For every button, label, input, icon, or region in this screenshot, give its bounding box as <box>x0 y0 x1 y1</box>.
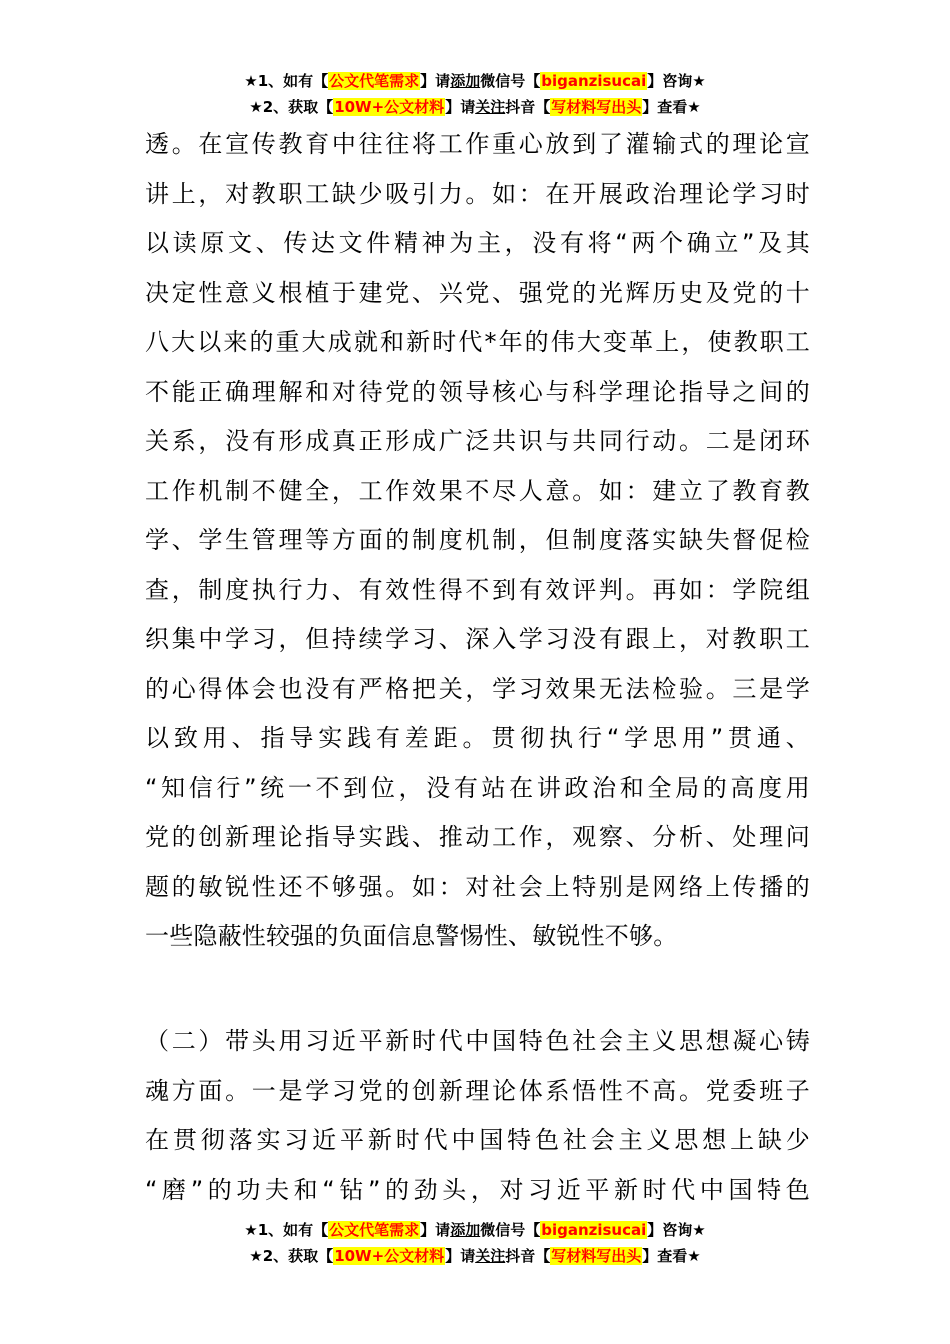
text-line: 不能正确理解和对待党的领导核心与科学理论指导之间的 <box>145 377 810 406</box>
text-line: 题的敏锐性还不够强。如：对社会上特别是网络上传播的 <box>145 872 810 901</box>
banner-highlight: biganzisucai <box>541 1221 647 1239</box>
banner-highlight: 写材料写出头 <box>551 98 642 116</box>
banner-line-1 <box>0 68 950 94</box>
banner-text: 】请 <box>420 1221 451 1239</box>
text-line: 八大以来的重大成就和新时代*年的伟大变革上，使教职工 <box>145 328 810 356</box>
banner-text: ★2、获取【 <box>249 1247 334 1265</box>
text-line: 以致用、指导实践有差距。贯彻执行“学思用”贯通、 <box>145 724 810 752</box>
text-line: 在贯彻落实习近平新时代中国特色社会主义思想上缺少 <box>145 1126 810 1154</box>
text-line: 讲上，对教职工缺少吸引力。如：在开展政治理论学习时 <box>145 179 810 208</box>
banner-highlight: 写材料写出头 <box>551 1247 642 1265</box>
banner-text: 】咨询★ <box>647 72 706 90</box>
banner-text: 】查看★ <box>642 98 701 116</box>
banner-line-1 <box>0 1217 950 1243</box>
text-line: 织集中学习，但持续学习、深入学习没有跟上，对教职工 <box>145 625 810 653</box>
banner-line-2 <box>0 1243 950 1269</box>
banner-text: ★2、获取【 <box>249 98 334 116</box>
banner-text: 】请 <box>445 1247 476 1265</box>
banner-underlined-text: 关注 <box>475 1247 506 1265</box>
text-line: 透。在宣传教育中往往将工作重心放到了灌输式的理论宣 <box>145 130 810 158</box>
text-line: “知信行”统一不到位，没有站在讲政治和全局的高度用 <box>145 773 810 802</box>
text-line: 魂方面。一是学习党的创新理论体系悟性不高。党委班子 <box>145 1076 810 1105</box>
banner-text: 微信号【 <box>480 72 541 90</box>
footer-banner <box>0 1217 950 1269</box>
text-line: 以读原文、传达文件精神为主，没有将“两个确立”及其 <box>145 229 810 257</box>
banner-line-2 <box>0 94 950 120</box>
body-paragraph-2 <box>145 1017 810 1215</box>
header-banner <box>0 68 950 120</box>
text-line: “磨”的功夫和“钻”的劲头，对习近平新时代中国特色 <box>145 1175 810 1204</box>
banner-underlined-text: 添加 <box>450 72 481 90</box>
banner-highlight: biganzisucai <box>541 72 647 90</box>
banner-text: ★1、如有【 <box>244 72 329 90</box>
banner-text: 抖音【 <box>505 1247 551 1265</box>
text-line: 一些隐蔽性较强的负面信息警惕性、敏锐性不够。 <box>145 922 678 950</box>
banner-text: 】请 <box>445 98 476 116</box>
text-line: 关系，没有形成真正形成广泛共识与共同行动。二是闭环 <box>145 427 810 455</box>
body-paragraph-1 <box>145 120 810 962</box>
text-line: 工作机制不健全，工作效果不尽人意。如：建立了教育教 <box>145 476 810 505</box>
text-line: （二）带头用习近平新时代中国特色社会主义思想凝心铸 <box>145 1027 810 1055</box>
banner-underlined-text: 关注 <box>475 98 506 116</box>
banner-highlight: 10W+公文材料 <box>334 1247 445 1265</box>
banner-text: 】咨询★ <box>647 1221 706 1239</box>
text-line: 党的创新理论指导实践、推动工作，观察、分析、处理问 <box>145 823 810 851</box>
text-line: 查，制度执行力、有效性得不到有效评判。再如：学院组 <box>145 575 810 604</box>
banner-highlight: 公文代笔需求 <box>329 72 420 90</box>
banner-text: 抖音【 <box>505 98 551 116</box>
text-line: 决定性意义根植于建党、兴党、强党的光辉历史及党的十 <box>145 278 810 307</box>
text-line: 学、学生管理等方面的制度机制，但制度落实缺失督促检 <box>145 526 810 554</box>
banner-underlined-text: 添加 <box>450 1221 481 1239</box>
banner-text: 】请 <box>420 72 451 90</box>
banner-text: ★1、如有【 <box>244 1221 329 1239</box>
banner-text: 】查看★ <box>642 1247 701 1265</box>
banner-text: 微信号【 <box>480 1221 541 1239</box>
banner-highlight: 10W+公文材料 <box>334 98 445 116</box>
banner-highlight: 公文代笔需求 <box>329 1221 420 1239</box>
text-line: 的心得体会也没有严格把关，学习效果无法检验。三是学 <box>145 674 810 703</box>
